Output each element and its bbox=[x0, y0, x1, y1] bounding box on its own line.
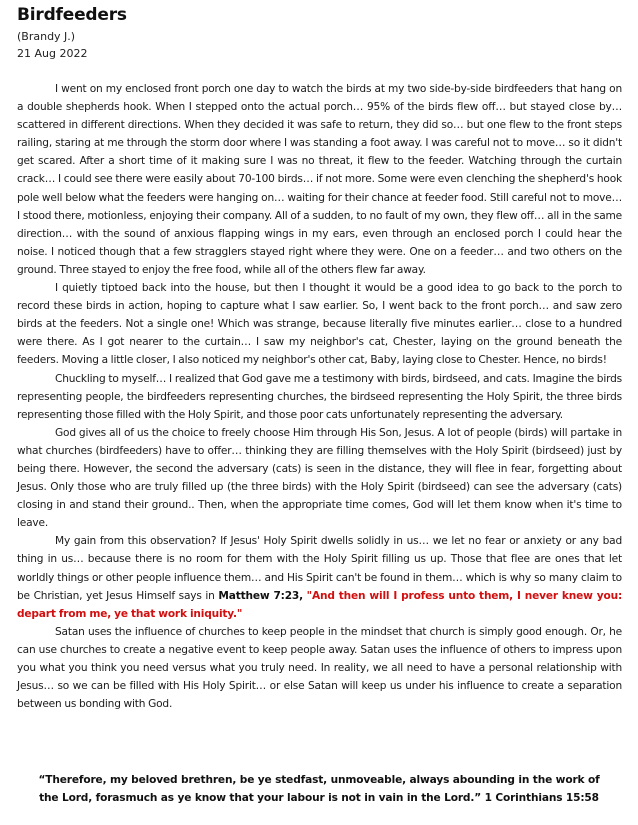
paragraph-1: I went on my enclosed front porch one day to watch the birds at my two side-by-side birdfeeders that hang on a double shepherds hook. When I stepped onto the actual porch… 95% of the birds flew off… but stayed close by… scattered in different directions. When they decided it was safe to return, they did so… but one flew to the front steps railing, staring at me through the storm door where I was standing a foot away. I was careful not to move… so it didn't get scared. After a short time of it making sure I was no threat, it flew to the feeder. Watching through the curtain crack… I could see there were easily about 70-100 birds… if not more. Some were even clenching the shepherd's hook pole well below what the feeders were hanging on… waiting for their chance at feeder food. Still careful not to move… I stood there, motionless, enjoying their company. All of a sudden, to no fault of my own, they flew off… all in the same direction… with the sound of anxious flapping wings in my ears, even through an enclosed porch I could hear the noise. I noticed though that a few stragglers stayed right where they were. One on a feeder… and two others on the ground. Three stayed to enjoy the free food, while all of the others flew far away. bbox=[17, 83, 622, 276]
paragraph-5-text: My gain from this observation? If Jesus' Holy Spirit dwells solidly in us… we let no fear or anxiety or any bad thing in us… because there is no room for them with the Holy Spirit filling us up. Those that flee are ones that let worldly things or other people influence them… and His Spirit can't be found in them… which is why so many claim to be Christian, yet Jesus Himself says in bbox=[17, 535, 622, 602]
closing-verse: “Therefore, my beloved brethren, be ye stedfast, unmoveable, always abounding in the work of the Lord, forasmuch as ye know that your labour is not in vain in the Lord.” 1 Corinthians 15:58 bbox=[38, 774, 600, 804]
scripture-quote: "And then will I profess unto them, I never knew you: depart from me, ye that work iniquity." bbox=[17, 589, 623, 620]
article-body bbox=[17, 80, 622, 713]
date-line: 21 Aug 2022 bbox=[17, 47, 88, 60]
paragraph-6: Satan uses the influence of churches to keep people in the mindset that church is simply good enough. Or, he can use churches to create a negative event to keep people away. Satan uses the influence of others to impress upon you what you think you need versus what you truly need. In reality, we all need to have a personal relationship with Jesus… so we can be filled with His Holy Spirit… or else Satan will keep us under his influence to create a separation between us bonding with God. bbox=[17, 625, 622, 711]
document-title: Birdfeeders bbox=[17, 5, 127, 25]
paragraph-5 bbox=[17, 532, 622, 622]
author-line: (Brandy J.) bbox=[17, 30, 76, 43]
paragraph-4: God gives all of us the choice to freely choose Him through His Son, Jesus. A lot of people (birds) will partake in what churches (birdfeeders) have to offer… thinking they are filling themselves with the Holy Spirit (birdseed) just by being there. However, the second the adversary (cats) is seen in the distance, they will flee in fear, forgetting about Jesus. Only those who are truly filled up (the three birds) with the Holy Spirit (birdseed) can see the adversary (cats) closing in and stand their ground.. Then, when the appropriate time comes, God will let them know when it's time to leave. bbox=[17, 426, 622, 530]
paragraph-3: Chuckling to myself… I realized that God gave me a testimony with birds, birdseed, and cats. Imagine the birds representing people, the birdfeeders representing churches, the birdseed representing the Holy Spirit, the three birds representing those filled with the Holy Spirit, and those poor cats unfortunately representing the adversary. bbox=[17, 372, 622, 421]
scripture-reference: Matthew 7:23, bbox=[218, 589, 303, 602]
paragraph-2: I quietly tiptoed back into the house, but then I thought it would be a good idea to go back to the porch to record these birds in action, hoping to capture what I saw earlier. So, I went back to the front porch… and saw zero birds at the feeders. Not a single one! Which was strange, because literally five minutes earlier… close to a hundred were there. As I got nearer to the curtain… I saw my neighbor's cat, Chester, laying on the ground beneath the feeders. Moving a little closer, I also noticed my neighbor's other cat, Baby, laying close to Chester. Hence, no birds! bbox=[17, 282, 622, 367]
